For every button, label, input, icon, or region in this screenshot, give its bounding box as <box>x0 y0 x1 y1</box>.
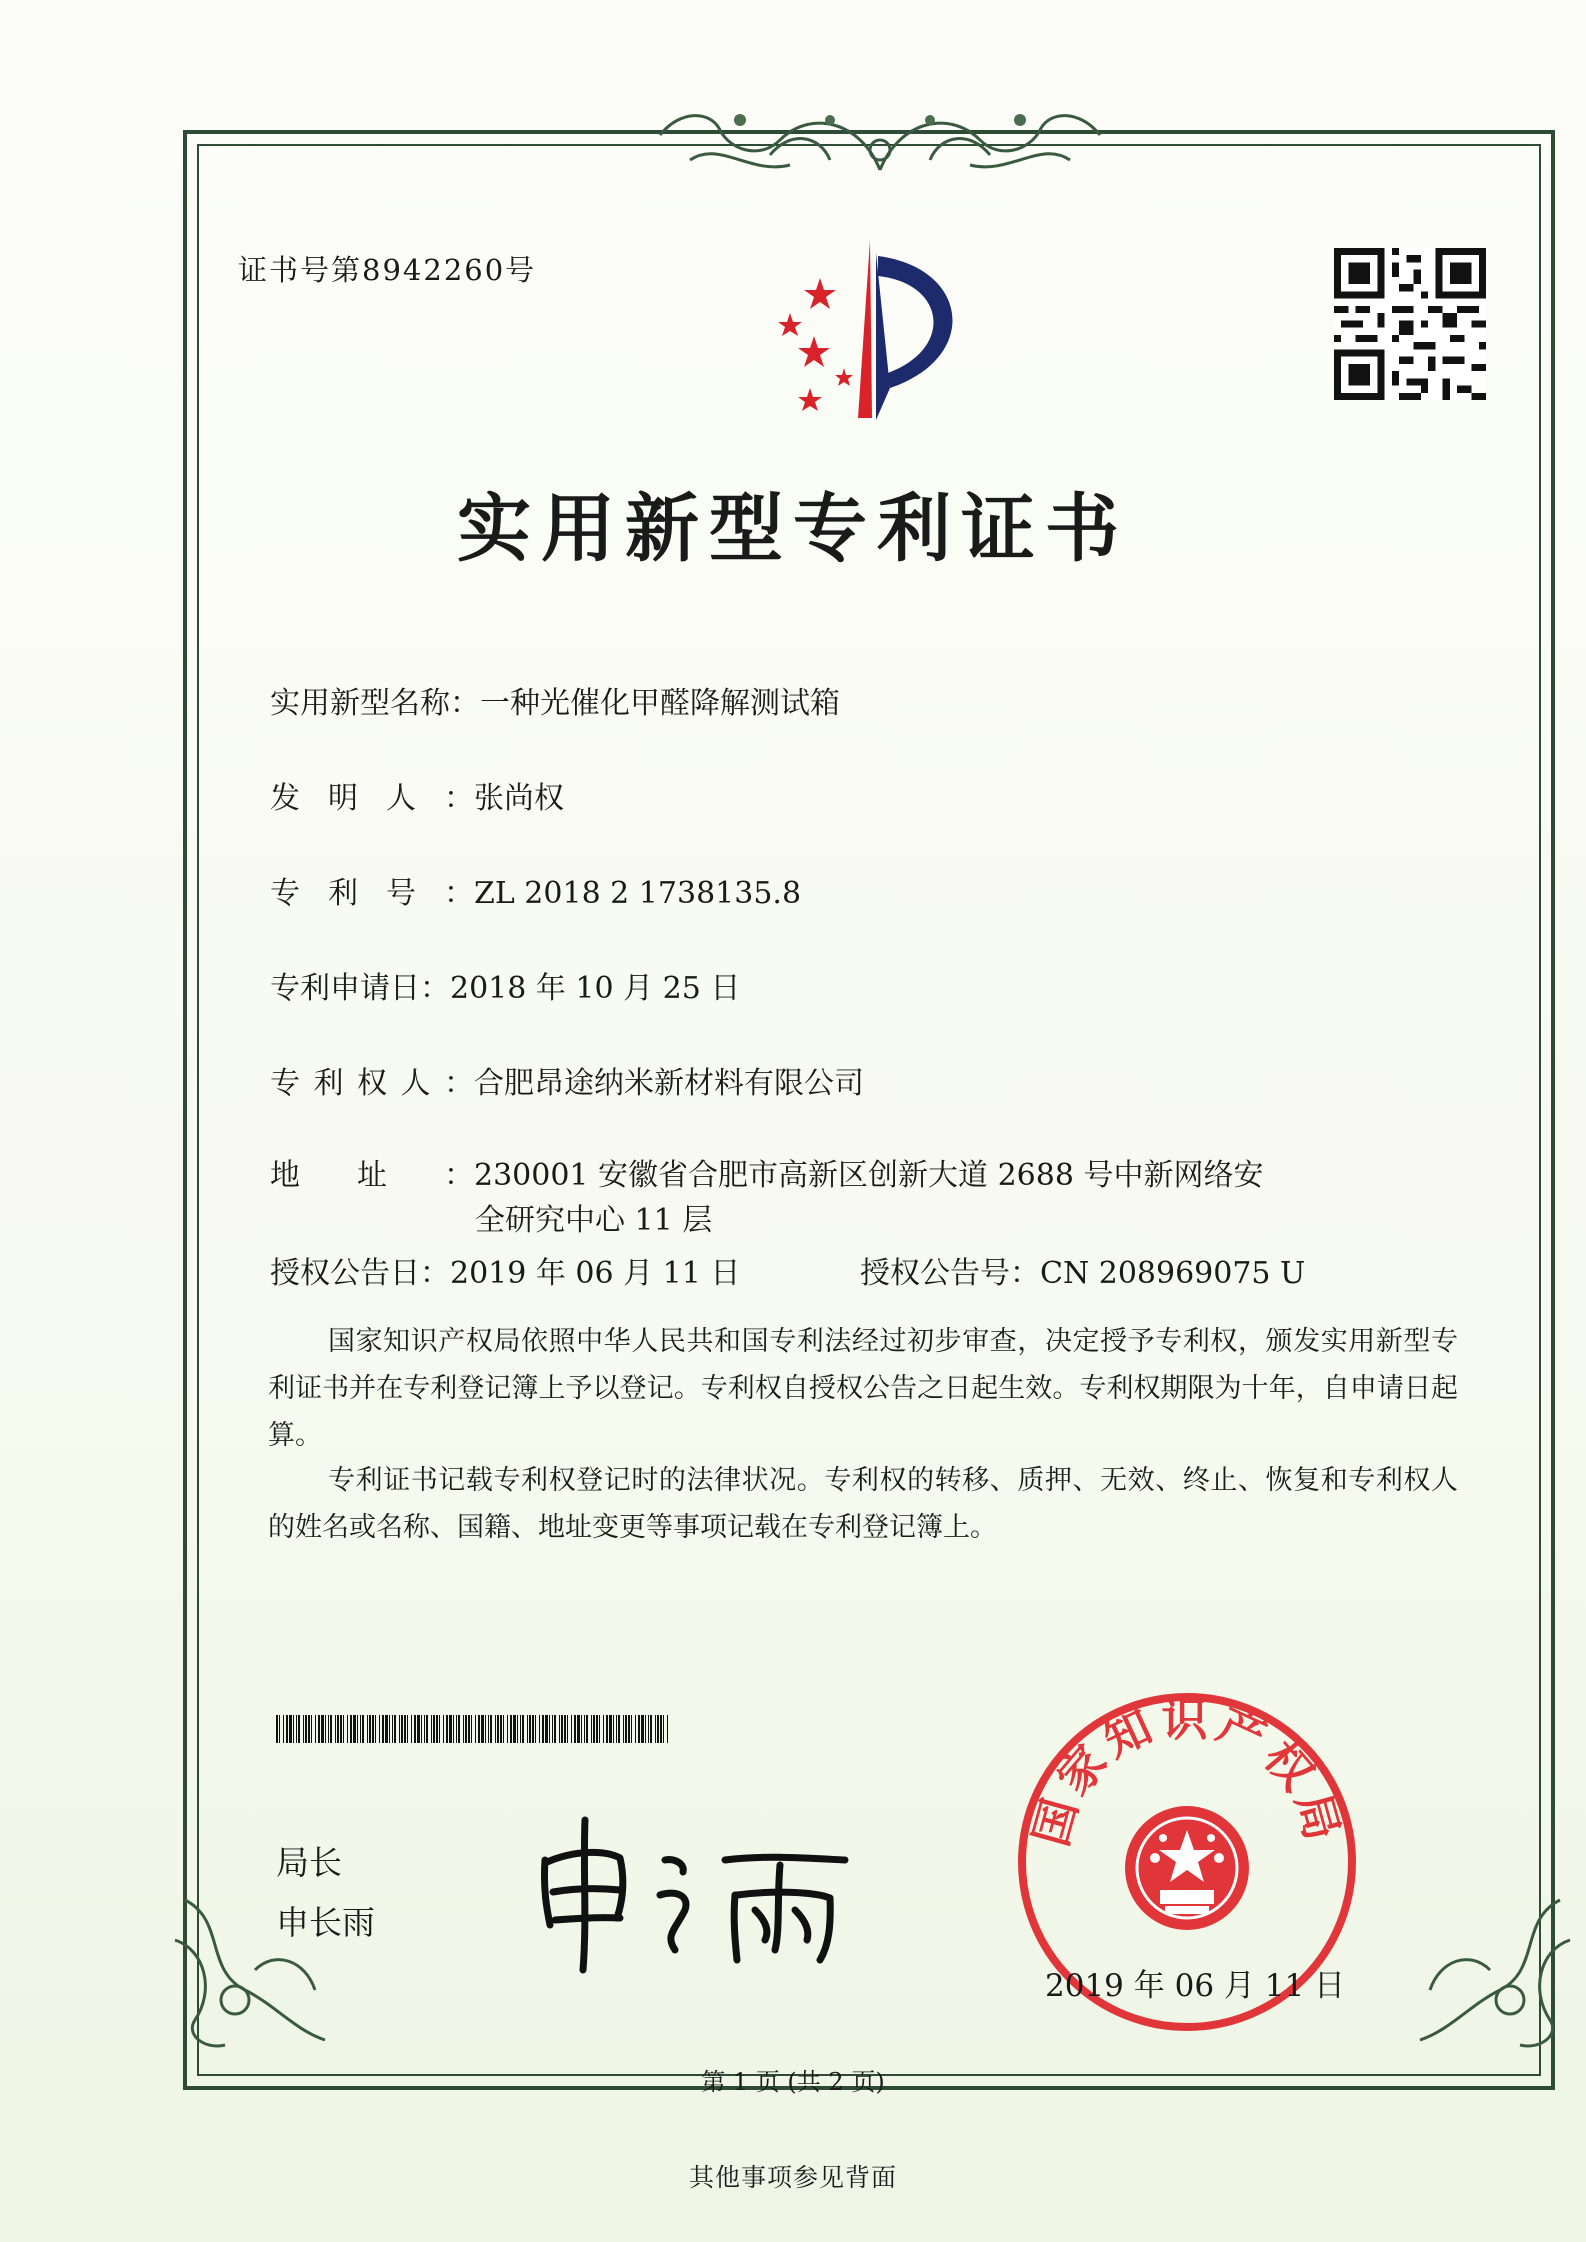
grant-date-value: 2019 年 06 月 11 日 <box>450 1256 741 1291</box>
patent-number-value: ZL 2018 2 1738135.8 <box>474 876 802 911</box>
grant-number-label: 授权公告号： <box>860 1256 1040 1291</box>
barcode-icon <box>276 1715 671 1743</box>
stamp-date: 2019 年 06 月 11 日 <box>1045 1968 1346 2004</box>
certificate-number-suffix: 号 <box>505 253 537 287</box>
address-row <box>270 1150 1263 1194</box>
address-line-2: 全研究中心 11 层 <box>475 1203 713 1238</box>
corner-ornament-icon <box>1400 1880 1580 2060</box>
statement-paragraph-1: 国家知识产权局依照中华人民共和国专利法经过初步审查，决定授予专利权，颁发实用新型专利证书并在专利登记簿上予以登记。专利权自授权公告之日起生效。专利权期限为十年，自申请日起算。 <box>268 1326 1458 1451</box>
director-name: 申长雨 <box>276 1903 375 1942</box>
patentee-row <box>270 1058 864 1102</box>
grant-number-value: CN 208969075 U <box>1040 1256 1306 1291</box>
page-indicator: 第 1 页 (共 2 页) <box>701 2068 885 2096</box>
patentee-label: 专利权人： <box>270 1066 474 1101</box>
top-ornament-icon <box>630 80 1130 190</box>
qr-code-icon <box>1334 248 1486 400</box>
grant-date-label: 授权公告日： <box>270 1256 450 1291</box>
seal-text: 国家知识产权局 <box>1023 1692 1352 1852</box>
filing-date-label: 专利申请日： <box>270 971 450 1006</box>
address-label: 地址： <box>270 1158 474 1193</box>
certificate-number-label: 证书号第 <box>238 253 363 287</box>
filing-date-row <box>270 963 740 1007</box>
grant-date-row <box>270 1248 740 1292</box>
footer-note: 其他事项参见背面 <box>688 2163 897 2192</box>
grant-number-row <box>860 1248 1305 1292</box>
inventor-label: 发明人： <box>270 781 474 816</box>
filing-date-value: 2018 年 10 月 25 日 <box>450 971 741 1006</box>
statement-paragraph-2: 专利证书记载专利权登记时的法律状况。专利权的转移、质押、无效、终止、恢复和专利权人的姓名或名称、国籍、地址变更等事项记载在专利登记簿上。 <box>268 1465 1458 1543</box>
inventor-row <box>270 773 564 817</box>
utility-model-name-row <box>270 678 840 722</box>
certificate-title: 实用新型专利证书 <box>457 486 1129 572</box>
patent-number-row <box>270 868 801 912</box>
certificate-number-value: 8942260 <box>362 253 506 287</box>
address-line-1: 230001 安徽省合肥市高新区创新大道 2688 号中新网络安 <box>474 1158 1264 1193</box>
director-title: 局长 <box>276 1843 342 1882</box>
patentee-value: 合肥昂途纳米新材料有限公司 <box>474 1066 864 1101</box>
patent-number-label: 专利号： <box>270 876 474 911</box>
utility-model-name-label: 实用新型名称： <box>270 686 480 721</box>
director-signature <box>525 1800 865 1980</box>
cnipa-logo-icon <box>740 238 1000 428</box>
inventor-value: 张尚权 <box>474 781 564 816</box>
certificate-number <box>238 248 536 289</box>
utility-model-name-value: 一种光催化甲醛降解测试箱 <box>480 686 840 721</box>
